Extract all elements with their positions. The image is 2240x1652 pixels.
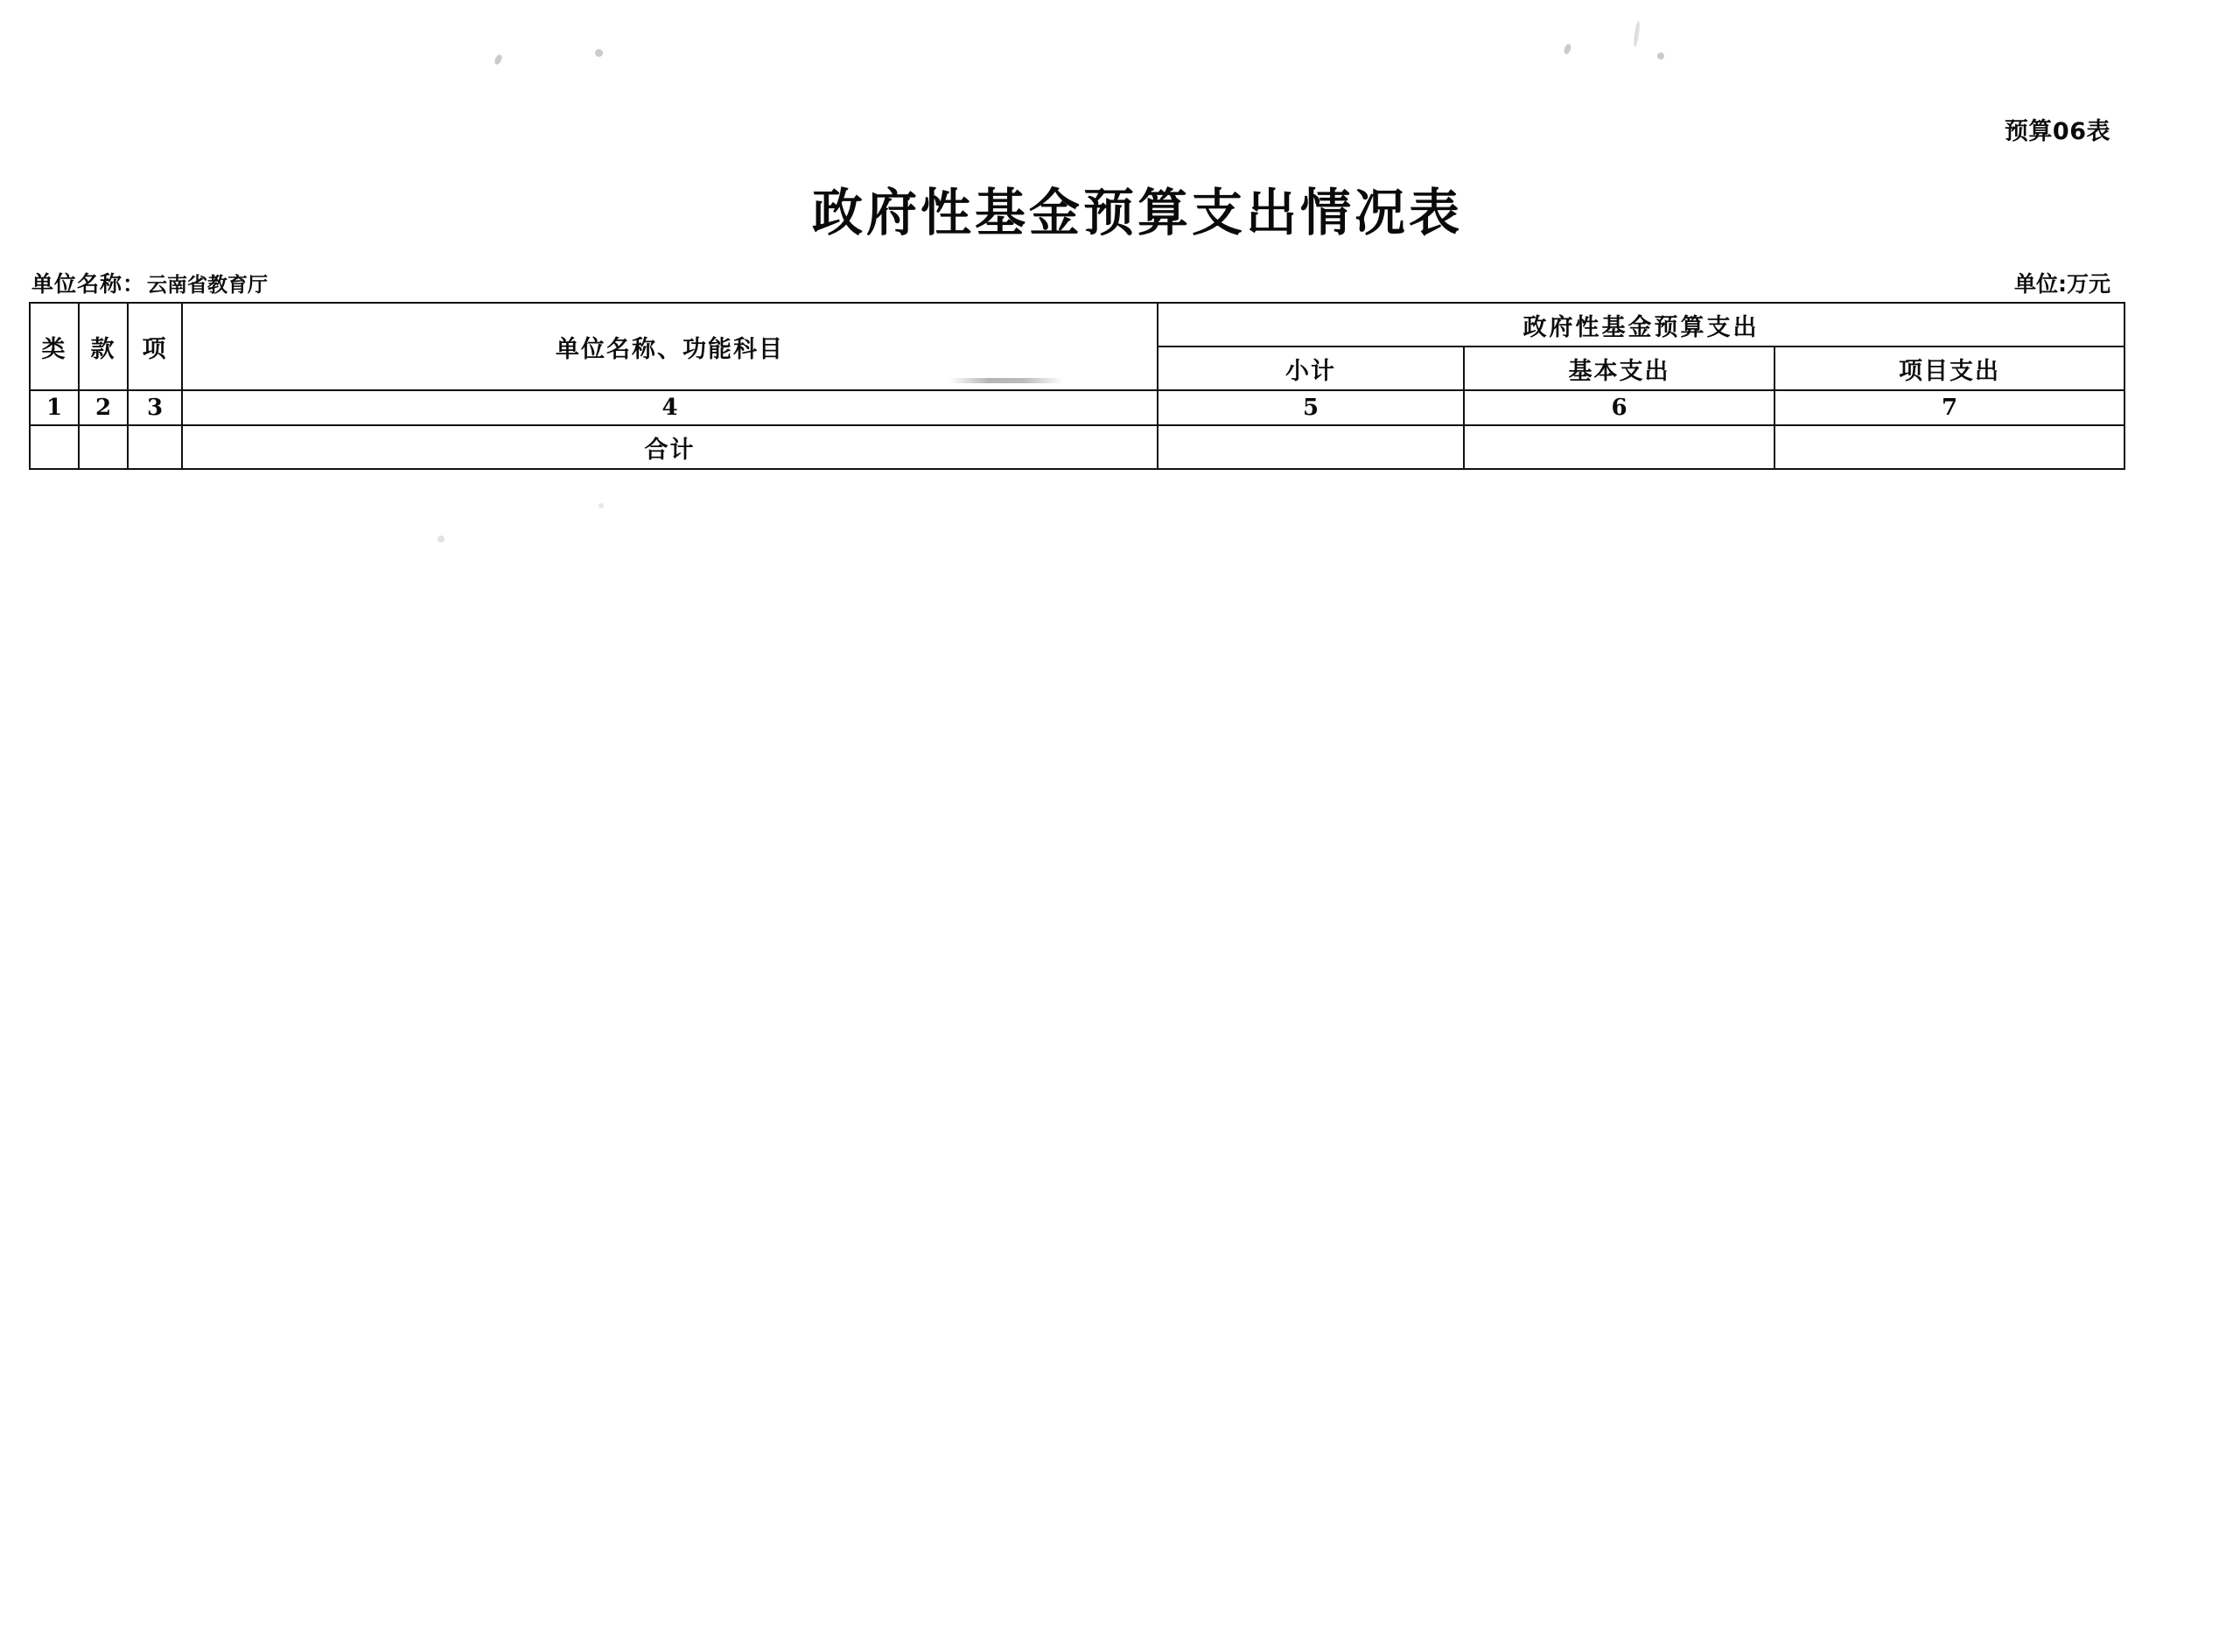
total-row-xiang [128,425,182,469]
page-title-text: 政府性基金预算支出情况表 [811,183,1463,242]
column-number-subtotal: 5 [1158,390,1464,425]
table-header-row-1 [30,303,2124,346]
column-header-name-subject: 单位名称、功能科目 [182,303,1158,390]
page-title [0,172,2240,245]
total-row-basic-expenditure [1464,425,1774,469]
amount-unit-label: 单位:万元 [2014,271,2110,297]
column-number-basic-expenditure: 6 [1464,390,1774,425]
column-number-name-subject: 4 [182,390,1158,425]
total-row-label: 合计 [182,425,1158,469]
column-header-kuan: 款 [79,303,128,390]
scan-smudge [949,378,1063,383]
unit-name-field [32,267,268,298]
column-number-project-expenditure: 7 [1774,390,2124,425]
column-header-subtotal: 小计 [1158,346,1464,390]
table-head [30,303,2124,425]
column-header-project-expenditure: 项目支出 [1774,346,2124,390]
unit-name-label: 单位名称： [32,271,146,297]
column-header-lei: 类 [30,303,79,390]
total-row-project-expenditure [1774,425,2124,469]
table-column-number-row [30,390,2124,425]
column-number-lei: 1 [30,390,79,425]
table-row [30,425,2124,469]
unit-name-value: 云南省教育厅 [147,274,269,297]
column-header-xiang: 项 [128,303,182,390]
column-group-header-fund-expenditure: 政府性基金预算支出 [1158,303,2124,346]
total-row-subtotal [1158,425,1464,469]
column-number-kuan: 2 [79,390,128,425]
column-header-basic-expenditure: 基本支出 [1464,346,1774,390]
budget-table [29,302,2125,470]
table-body [30,425,2124,469]
form-code: 预算06表 [2004,118,2110,145]
total-row-lei [30,425,79,469]
column-number-xiang: 3 [128,390,182,425]
total-row-kuan [79,425,128,469]
